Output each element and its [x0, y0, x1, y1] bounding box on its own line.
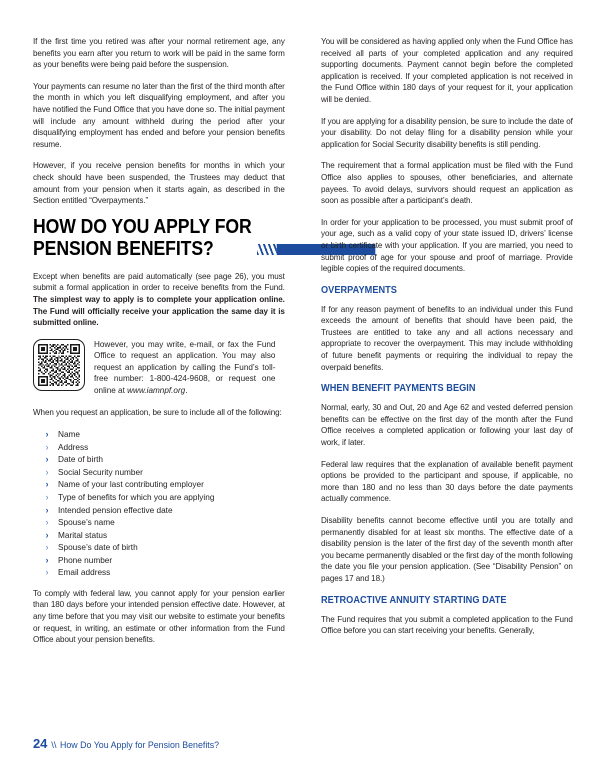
list-item [45, 441, 274, 454]
qr-text-part-2: . [185, 385, 188, 396]
chevron-right-icon: › [45, 504, 49, 515]
list-item-label: Name of your last contributing employer [58, 479, 204, 490]
list-item-label: Name [58, 429, 81, 440]
paragraph: If you are applying for a disability pension, be sure to include the date of your disability. Do not delay filing for a disability pension while your application for Social Security disability benefits is still pending. [321, 115, 573, 149]
qr-code-icon [33, 339, 85, 391]
paragraph: If the first time you retired was after your normal retirement age, any benefits you earn after you return to work will be paid in the same form as your benefits were being paid before the suspension. [33, 36, 285, 70]
paragraph: You will be considered as having applied only when the Fund Office has received all parts of your completed application and any required supporting documents. Payment cannot begin before the completed application is received. If your completed application is not received in the Fund Office within 180 days of your request for it, your application will be denied. [321, 36, 573, 104]
list-item [45, 566, 274, 579]
qr-description-text [94, 339, 275, 397]
paragraph: Your payments can resume no later than the first of the third month after the month in which you left disqualifying employment, and after you have notified the Fund Office that you have done so. The initial payment will include any amount withheld during the period after your disqualifying employment has ended and before your pension benefits resume. [33, 80, 285, 149]
list-item [45, 491, 274, 504]
list-intro-paragraph: When you request an application, be sure to include all of the following: [33, 406, 282, 417]
chevron-right-icon: › [45, 529, 49, 540]
paragraph: Disability benefits cannot become effective until you are totally and permanently disabled for at least six months. The effective date of a disability pension is the later of the first day of the seventh month after you became permanently disabled or the first day of the month following the date you file your pension application. (See “Disability Pension” on pages 17 and 18.) [321, 515, 573, 583]
paragraph: Federal law requires that the explanation of available benefit payment options be provided to the participant and spouse, if applicable, no more than 180 and no less than 30 days before the date payments actually commence. [321, 458, 573, 504]
page-footer [33, 736, 228, 751]
list-item [45, 554, 274, 567]
paragraph-retroactive: The Fund requires that you submit a completed application to the Fund Office before you can start receiving your benefits. Generally, [321, 613, 573, 636]
paragraph: The requirement that a formal application must be filed with the Fund Office also applies to spouses, other beneficiaries, and alternate payees. To avoid delays, survivors should request an application as soon as possible after a participant’s death. [321, 160, 573, 206]
subheading-retroactive-annuity-starting-date: RETROACTIVE ANNUITY STARTING DATE [321, 594, 507, 606]
chevron-right-icon: › [45, 517, 49, 528]
list-item [45, 541, 274, 554]
list-item [45, 466, 274, 479]
application-requirements-list [33, 428, 285, 579]
list-item [45, 453, 274, 466]
qr-code-svg [38, 344, 80, 386]
diagonal-hatch-icon [257, 244, 277, 255]
paragraph: In order for your application to be processed, you must submit proof of your age, such as a valid copy of your state issued ID, drivers’ license or birth certificate with your application. If you are married, you need to submit proof of age for your spouse and proof of marriage. Provide legible copies of the required documents. [321, 216, 573, 274]
chevron-right-icon: › [45, 466, 49, 477]
footer-separator-icon: \\ [51, 740, 57, 751]
chevron-right-icon: › [45, 429, 49, 440]
subheading-overpayments: OVERPAYMENTS [321, 284, 397, 296]
list-item-label: Intended pension effective date [58, 504, 173, 515]
fund-website-url: www.iamnpf.org [127, 385, 186, 396]
chevron-right-icon: › [45, 554, 49, 565]
list-item-label: Date of birth [58, 454, 103, 465]
section-heading-line-2-row [33, 239, 285, 260]
paragraph-intro [33, 271, 285, 329]
list-item-label: Type of benefits for which you are applying [58, 491, 215, 502]
chevron-right-icon: › [45, 479, 49, 490]
section-heading-line-1: HOW DO YOU APPLY FOR [33, 214, 252, 238]
qr-text-part-1: However, you may write, e-mail, or fax the Fund Office to request an application. You may also request an application by calling the Fund’s toll-free number: 1-800-424-9608, or request one online at [94, 338, 276, 396]
intro-bold-text: The simplest way to apply is to complete your application online. The Fund will officially receive your application the same day it is submitted online. [33, 293, 285, 328]
chevron-right-icon: › [45, 454, 49, 465]
chevron-right-icon: › [45, 567, 49, 578]
paragraph: However, if you receive pension benefits for months in which your check should have been suspended, the Trustees may deduct that amount from your pension when it starts again, as described in the Section entitled “Overpayments.” [33, 160, 285, 206]
chevron-right-icon: › [45, 441, 49, 452]
list-item-label: Spouse’s date of birth [58, 542, 138, 553]
list-item [45, 478, 274, 491]
paragraph: Normal, early, 30 and Out, 20 and Age 62 and vested deferred pension benefits can be effective on the first day of the month after the Fund Office receives a completed application or following your last day of work, if later. [321, 402, 573, 448]
page-number: 24 [33, 736, 48, 751]
list-item-label: Email address [58, 567, 111, 578]
list-item-label: Marital status [58, 529, 108, 540]
subheading-when-benefit-payments-begin: WHEN BENEFIT PAYMENTS BEGIN [321, 383, 476, 395]
footer-section-title: How Do You Apply for Pension Benefits? [60, 740, 220, 750]
list-item [45, 504, 274, 517]
list-item-label: Phone number [58, 554, 113, 565]
paragraph-closing: To comply with federal law, you cannot apply for your pension earlier than 180 days before your intended pension effective date. However, at any time before that you may visit our website to estimate your benefits or request, in writing, an estimate or other information from the Fund Office about your pension benefits. [33, 587, 285, 645]
chevron-right-icon: › [45, 491, 49, 502]
section-heading-line-2: PENSION BENEFITS? [33, 237, 214, 261]
left-column [33, 36, 285, 726]
list-item [45, 529, 274, 542]
list-item-label: Social Security number [58, 466, 143, 477]
list-item [45, 428, 274, 441]
list-item-label: Address [58, 441, 89, 452]
chevron-right-icon: › [45, 542, 49, 553]
list-item [45, 516, 274, 529]
right-column [321, 36, 573, 726]
two-column-layout [33, 36, 573, 726]
paragraph-overpayments: If for any reason payment of benefits to an individual under this Fund exceeds the amount of benefits that should have been paid, the Trustees are entitled to take any and all actions necessary and appropriate to recover the overpayment. This may include withholding of future benefit payments or requiring the individual to repay the overpaid benefits. [321, 303, 573, 372]
qr-code-block [33, 339, 285, 397]
intro-normal-text: Except when benefits are paid automatically (see page 26), you must submit a formal application in order to receive benefits from the Fund. [33, 270, 285, 293]
list-item-label: Spouse’s name [58, 517, 115, 528]
